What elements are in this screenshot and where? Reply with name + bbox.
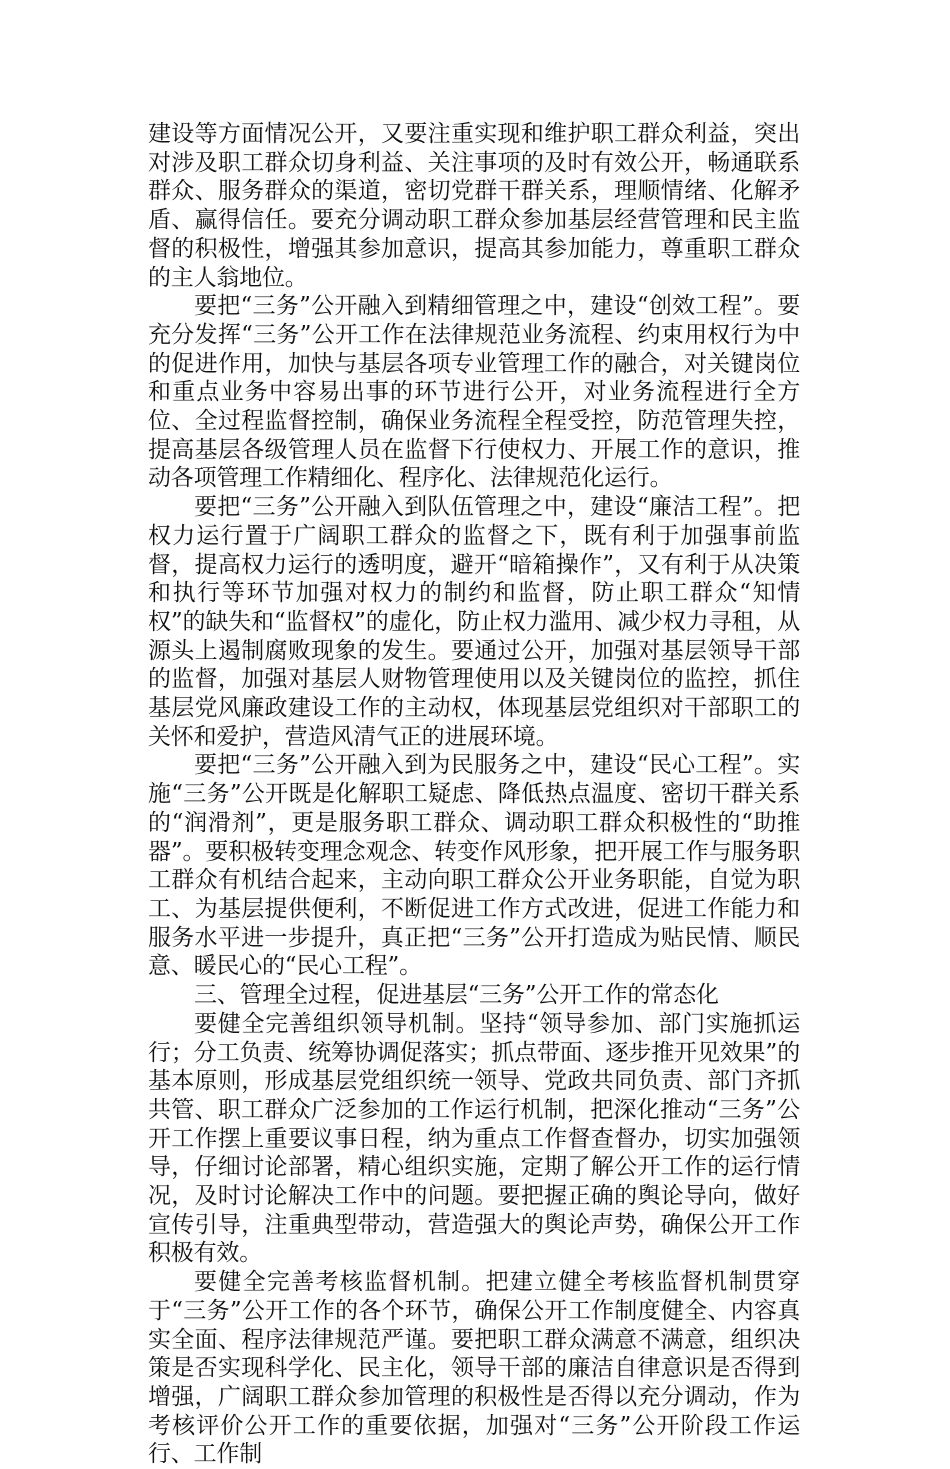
document-page bbox=[148, 120, 800, 1469]
paragraph-1: 建设等方面情况公开，又要注重实现和维护职工群众利益，突出对涉及职工群众切身利益、关注事项的及时有效公开，畅通联系群众、服务群众的渠道，密切党群干群关系，理顺情绪、化解矛盾、赢得信任。要充分调动职工群众参加基层经营管理和民主监督的积极性，增强其参加意识，提高其参加能力，尊重职工群众的主人翁地位。 bbox=[148, 121, 800, 291]
section-heading: 三、管理全过程，促进基层“三务”公开工作的常态化 bbox=[194, 982, 719, 1009]
paragraph-6: 要健全完善考核监督机制。把建立健全考核监督机制贯穿于“三务”公开工作的各个环节，确保公开工作制度健全、内容真实全面、程序法律规范严谨。要把职工群众满意不满意，组织决策是否实现科学化、民主化，领导干部的廉洁自律意识是否得到增强，广阔职工群众参加管理的积极性是否得以充分调动，作为考核评价公开工作的重要依据，加强对“三务”公开阶段工作运行、工作制 bbox=[148, 1269, 800, 1468]
paragraph-2: 要把“三务”公开融入到精细管理之中，建设“创效工程”。要充分发挥“三务”公开工作在法律规范业务流程、约束用权行为中的促进作用，加快与基层各项专业管理工作的融合，对关键岗位和重点业务中容易出事的环节进行公开，对业务流程进行全方位、全过程监督控制，确保业务流程全程受控，防范管理失控，提高基层各级管理人员在监督下行使权力、开展工作的意识，推动各项管理工作精细化、程序化、法律规范化运行。 bbox=[148, 293, 800, 492]
paragraph-5: 要健全完善组织领导机制。坚持“领导参加、部门实施抓运行；分工负责、统筹协调促落实；抓点带面、逐步推开见效果”的基本原则，形成基层党组织统一领导、党政共同负责、部门齐抓共管、职工群众广泛参加的工作运行机制，把深化推动“三务”公开工作摆上重要议事日程，纳为重点工作督查督办，切实加强领导，仔细讨论部署，精心组织实施，定期了解公开工作的运行情况，及时讨论解决工作中的问题。要把握正确的舆论导向，做好宣传引导，注重典型带动，营造强大的舆论声势，确保公开工作积极有效。 bbox=[148, 1010, 800, 1267]
paragraph-3: 要把“三务”公开融入到队伍管理之中，建设“廉洁工程”。把权力运行置于广阔职工群众的监督之下，既有利于加强事前监督，提高权力运行的透明度，避开“暗箱操作”，又有利于从决策和执行等环节加强对权力的制约和监督，防止职工群众“知情权”的缺失和“监督权”的虚化，防止权力滥用、减少权力寻租，从源头上遏制腐败现象的发生。要通过公开，加强对基层领导干部的监督，加强对基层人财物管理使用以及关键岗位的监控，抓住基层党风廉政建设工作的主动权，体现基层党组织对干部职工的关怀和爱护，营造风清气正的进展环境。 bbox=[148, 494, 800, 750]
paragraph-4: 要把“三务”公开融入到为民服务之中，建设“民心工程”。实施“三务”公开既是化解职工疑虑、降低热点温度、密切干群关系的“润滑剂”，更是服务职工群众、调动职工群众积极性的“助推器”。要积极转变理念观念、转变作风形象，把开展工作与服务职工群众有机结合起来，主动向职工群众公开业务职能，自觉为职工、为基层提供便利，不断促进工作方式改进，促进工作能力和服务水平进一步提升，真正把“三务”公开打造成为贴民情、顺民意、暖民心的“民心工程”。 bbox=[148, 752, 800, 980]
